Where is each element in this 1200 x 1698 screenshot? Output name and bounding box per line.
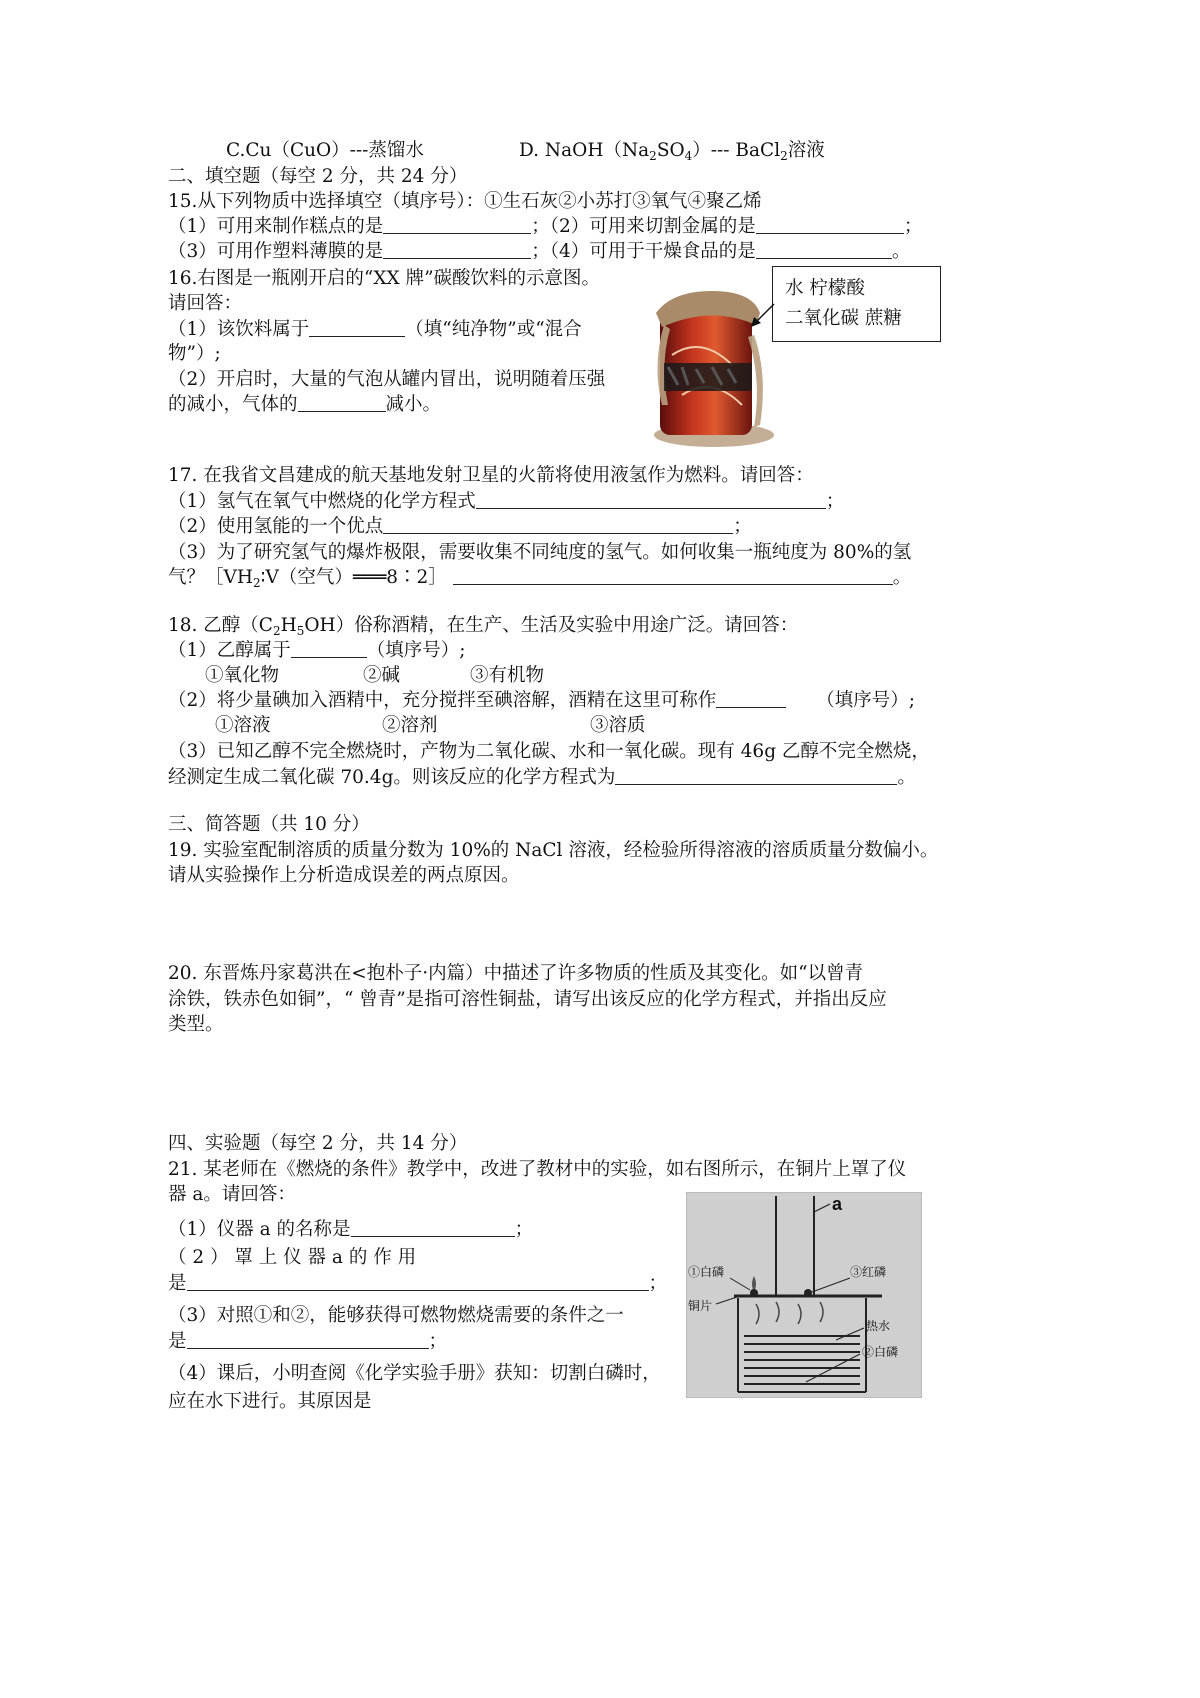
q17-part-3-cont: 气？$[VH_2∶V$（空气）═══8∶2］ 。 (168, 567, 912, 590)
ingredients-line-1: 水 柠檬酸 (785, 278, 865, 299)
q21-line-1: 21. 某老师在《燃烧的条件》教学中，改进了教材中的实验，如右图所示，在铜片上罩了仪 (168, 1159, 907, 1180)
q19-line-1: 19. 实验室配制溶质的质量分数为 10%的 NaCl 溶液，经检验所得溶液的溶质质量分数偏小。 (168, 840, 939, 861)
q16-part-2-cont: 的减小，气体的 减小。 (168, 394, 442, 415)
answer-blank[interactable] (351, 1218, 515, 1237)
label-white-phosphorus-1: ①白磷 (688, 1265, 725, 1279)
ingredients-line-2: 二氧化碳 蔗糖 (785, 308, 902, 329)
q17-stem: 17. 在我省文昌建成的航天基地发射卫星的火箭将使用液氢作为燃料。请回答： (168, 465, 814, 486)
q19-line-2: 请从实验操作上分析造成误差的两点原因。 (168, 865, 520, 886)
q17-part-3: （3）为了研究氢气的爆炸极限，需要收集不同纯度的氢气。如何收集一瓶纯度为 80%的氢 (168, 542, 912, 563)
answer-blank[interactable] (716, 689, 786, 708)
q21-part-2-cont: 是 ； (168, 1273, 668, 1294)
q18-part-3: （3）已知乙醇不完全燃烧时，产物为二氧化碳、水和一氧化碳。现有 46g 乙醇不完全燃烧， (168, 741, 930, 762)
q18-option-6: ③溶质 (590, 715, 646, 736)
answer-blank[interactable] (756, 215, 904, 234)
label-white-phosphorus-2: ②白磷 (862, 1345, 899, 1359)
section-3-title: 三、简答题（共 10 分） (168, 814, 370, 835)
q14-option-d: D. $NaOH(Na_2SO_4)---$ BaCl$_2$溶液 (519, 140, 825, 163)
q15-line-1: （1）可用来制作糕点的是 ；（2）可用来切割金属的是 ； (168, 216, 923, 237)
q18-part-1: （1）乙醇属于 （填序号）; (168, 640, 466, 661)
q18-stem: 18. 乙醇$(C_2H_5OH)$俗称酒精，在生产、生活及实验中用途广泛。请回答： (168, 615, 799, 638)
answer-blank[interactable] (187, 1330, 429, 1349)
q18-option-5: ②溶剂 (382, 715, 438, 736)
q16-part-1: （1）该饮料属于 （填“纯净物”或“混合 (168, 319, 582, 340)
q18-part-2: （2）将少量碘加入酒精中，充分搅拌至碘溶解，酒精在这里可称作 （填序号）; (168, 690, 916, 711)
answer-blank[interactable] (291, 639, 367, 658)
label-hot-water: 热水 (866, 1319, 891, 1333)
q20-line-2: 涂铁，铁赤色如铜”，“ 曾青”是指可溶性铜盐，请写出该反应的化学方程式，并指出反应 (168, 989, 887, 1010)
answer-blank[interactable] (383, 240, 531, 259)
q16-part-1-cont: 物”）; (168, 343, 221, 364)
q21-part-4: （4）课后，小明查阅《化学实验手册》获知：切割白磷时， (168, 1363, 661, 1384)
soda-ingredients-box (772, 266, 941, 342)
q21-part-2: （ 2 ） 罩 上 仪 器 a 的 作 用 (168, 1247, 417, 1268)
section-4-title: 四、实验题（每空 2 分，共 14 分） (168, 1133, 468, 1154)
q16-ask: 请回答： (168, 293, 243, 314)
answer-blank[interactable] (298, 393, 386, 412)
answer-blank[interactable] (476, 490, 826, 509)
q14-option-c: C.Cu（CuO）---蒸馏水 (226, 140, 424, 161)
q18-part-3-cont: 经测定生成二氧化碳 70.4g。则该反应的化学方程式为 。 (168, 767, 916, 788)
answer-blank[interactable] (453, 566, 893, 585)
q21-part-4-cont: 应在水下进行。其原因是 (168, 1391, 372, 1412)
answer-blank[interactable] (615, 766, 897, 785)
q15-line-2: （3）可用作塑料薄膜的是 ；（4）可用于干燥食品的是 。 (168, 241, 911, 262)
q18-option-2: ②碱 (363, 665, 401, 686)
label-a: a (832, 1194, 843, 1214)
section-2-title: 二、填空题（每空 2 分，共 24 分） (168, 166, 468, 187)
q21-line-2: 器 a。请回答： (168, 1184, 296, 1205)
q20-line-3: 类型。 (168, 1014, 224, 1035)
q17-part-2: （2）使用氢能的一个优点 ； (168, 516, 752, 537)
q20-line-1: 20. 东晋炼丹家葛洪在<抱朴子·内篇）中描述了许多物质的性质及其变化。如“以曾青 (168, 963, 864, 984)
q18-option-1: ①氧化物 (205, 665, 280, 686)
answer-blank[interactable] (383, 215, 531, 234)
q21-part-3-cont: 是 ； (168, 1331, 448, 1352)
q16-part-2: （2）开启时，大量的气泡从罐内冒出，说明随着压强 (168, 369, 606, 390)
label-red-phosphorus: ③红磷 (850, 1265, 887, 1279)
answer-blank[interactable] (309, 318, 405, 337)
q17-part-1: （1）氢气在氧气中燃烧的化学方程式 ； (168, 491, 845, 512)
arrow-icon (748, 300, 778, 330)
q15-stem: 15.从下列物质中选择填空（填序号）：①生石灰②小苏打③氧气④聚乙烯 (168, 191, 762, 212)
answer-blank[interactable] (756, 240, 892, 259)
q21-part-3: （3）对照①和②，能够获得可燃物燃烧需要的条件之一 (168, 1305, 624, 1326)
label-copper-sheet: 铜片 (688, 1299, 713, 1313)
answer-blank[interactable] (383, 515, 733, 534)
q18-option-4: ①溶液 (215, 715, 271, 736)
q18-option-3: ③有机物 (470, 665, 545, 686)
answer-blank[interactable] (187, 1272, 649, 1291)
combustion-apparatus-figure (686, 1192, 922, 1398)
q16-stem: 16.右图是一瓶刚开启的“XX 牌”碳酸饮料的示意图。 (168, 268, 601, 289)
q21-part-1: （1）仪器 a 的名称是 ； (168, 1219, 534, 1240)
